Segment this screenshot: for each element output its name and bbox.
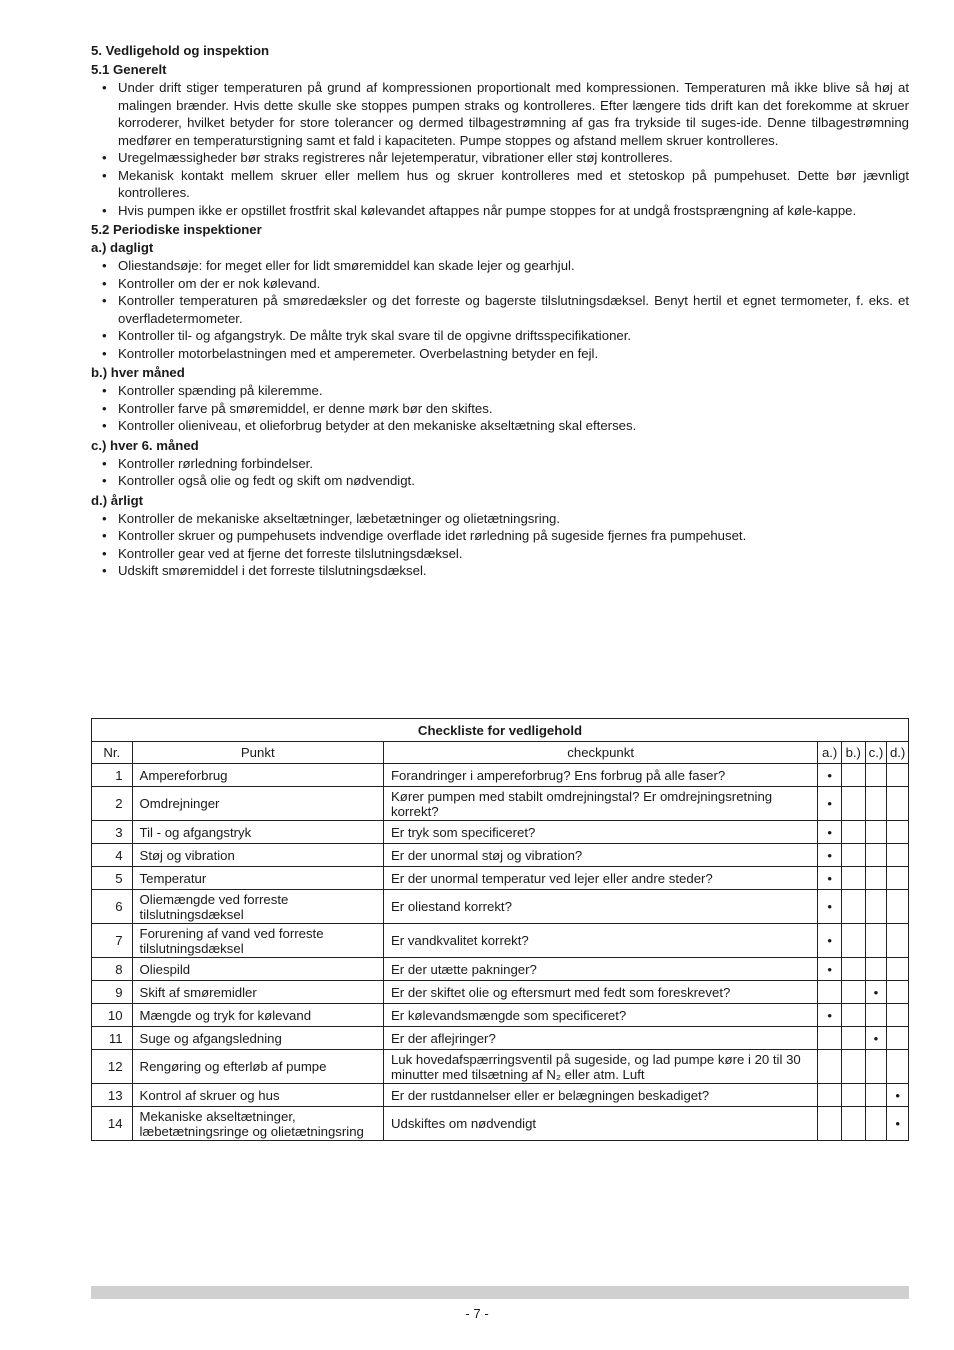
mark-d [887, 890, 909, 924]
row-checkpunkt: Er tryk som specificeret? [383, 821, 817, 844]
mark-d: • [887, 1084, 909, 1107]
column-header-c: c.) [865, 742, 887, 764]
row-punkt: Ampereforbrug [132, 764, 383, 787]
row-number: 5 [92, 867, 133, 890]
mark-d [887, 821, 909, 844]
footer-bar [91, 1286, 909, 1299]
mark-b [841, 1084, 865, 1107]
row-checkpunkt: Udskiftes om nødvendigt [383, 1107, 817, 1141]
mark-c [865, 1084, 887, 1107]
table-row [92, 981, 909, 1004]
row-punkt: Mekaniske akseltætninger, læbetætningsringe og olietætningsring [132, 1107, 383, 1141]
column-header-nr: Nr. [92, 742, 133, 764]
mark-d [887, 1027, 909, 1050]
list-item: • Kontroller olieniveau, et olieforbrug betyder at den mekaniske akseltætning skal efterses. [91, 417, 909, 435]
mark-a: • [818, 821, 842, 844]
maaned-list [91, 382, 909, 435]
table-row [92, 787, 909, 821]
mark-a [818, 1027, 842, 1050]
row-punkt: Oliemængde ved forreste tilslutningsdæksel [132, 890, 383, 924]
table-row [92, 1107, 909, 1141]
mark-d [887, 867, 909, 890]
row-number: 6 [92, 890, 133, 924]
mark-d [887, 787, 909, 821]
list-item: • Kontroller motorbelastningen med et amperemeter. Overbelastning betyder en fejl. [91, 345, 909, 363]
row-number: 4 [92, 844, 133, 867]
table-row [92, 844, 909, 867]
row-number: 7 [92, 924, 133, 958]
row-punkt: Mængde og tryk for kølevand [132, 1004, 383, 1027]
mark-b [841, 867, 865, 890]
row-punkt: Forurening af vand ved forreste tilslutningsdæksel [132, 924, 383, 958]
row-checkpunkt: Er der aflejringer? [383, 1027, 817, 1050]
row-number: 14 [92, 1107, 133, 1141]
checklist-table [91, 718, 909, 1141]
row-number: 11 [92, 1027, 133, 1050]
row-number: 3 [92, 821, 133, 844]
mark-b [841, 1050, 865, 1084]
mark-d [887, 844, 909, 867]
row-punkt: Til - og afgangstryk [132, 821, 383, 844]
table-row [92, 1084, 909, 1107]
subsection-title-periodiske: 5.2 Periodiske inspektioner [91, 222, 262, 237]
row-punkt: Oliespild [132, 958, 383, 981]
table-row [92, 924, 909, 958]
list-item: • Kontroller til- og afgangstryk. De målte tryk skal svare til de opgivne driftsspecifikationer. [91, 327, 909, 345]
section-title: 5. Vedligehold og inspektion [91, 43, 270, 58]
list-item: • Udskift smøremiddel i det forreste tilslutningsdæksel. [91, 562, 909, 580]
list-item: • Kontroller også olie og fedt og skift om nødvendigt. [91, 472, 909, 490]
list-item: • Kontroller skruer og pumpehusets indvendige overflade idet rørledning på sugeside fjernes fra pumpehuset. [91, 527, 909, 545]
mark-a: • [818, 867, 842, 890]
mark-c [865, 1050, 887, 1084]
row-punkt: Skift af smøremidler [132, 981, 383, 1004]
interval-title-dagligt: a.) dagligt [91, 240, 154, 255]
mark-a: • [818, 890, 842, 924]
mark-b [841, 958, 865, 981]
row-punkt: Omdrejninger [132, 787, 383, 821]
subsection-title-generelt: 5.1 Generelt [91, 62, 167, 77]
mark-c [865, 867, 887, 890]
mark-a: • [818, 924, 842, 958]
mark-b [841, 844, 865, 867]
mark-c [865, 890, 887, 924]
row-checkpunkt: Er oliestand korrekt? [383, 890, 817, 924]
mark-c: • [865, 1027, 887, 1050]
row-number: 12 [92, 1050, 133, 1084]
row-number: 8 [92, 958, 133, 981]
row-checkpunkt: Er der rustdannelser eller er belægningen beskadiget? [383, 1084, 817, 1107]
row-punkt: Støj og vibration [132, 844, 383, 867]
mark-b [841, 924, 865, 958]
mark-b [841, 1027, 865, 1050]
mark-a [818, 1050, 842, 1084]
row-checkpunkt: Er der skiftet olie og eftersmurt med fedt som foreskrevet? [383, 981, 817, 1004]
mark-a [818, 1107, 842, 1141]
column-header-a: a.) [818, 742, 842, 764]
mark-c [865, 1107, 887, 1141]
row-punkt: Suge og afgangsledning [132, 1027, 383, 1050]
mark-d [887, 981, 909, 1004]
row-punkt: Kontrol af skruer og hus [132, 1084, 383, 1107]
mark-c [865, 764, 887, 787]
mark-b [841, 787, 865, 821]
mark-c [865, 844, 887, 867]
mark-a: • [818, 844, 842, 867]
mark-b [841, 821, 865, 844]
mark-b [841, 1107, 865, 1141]
table-row [92, 958, 909, 981]
list-item: • Kontroller om der er nok kølevand. [91, 275, 909, 293]
row-number: 13 [92, 1084, 133, 1107]
row-number: 10 [92, 1004, 133, 1027]
mark-c [865, 821, 887, 844]
interval-title-maaned: b.) hver måned [91, 365, 185, 380]
row-number: 9 [92, 981, 133, 1004]
mark-d [887, 764, 909, 787]
mark-a [818, 1084, 842, 1107]
generelt-list [91, 79, 909, 219]
list-item: • Kontroller farve på smøremiddel, er denne mørk bør den skiftes. [91, 400, 909, 418]
mark-a: • [818, 958, 842, 981]
list-item: • Mekanisk kontakt mellem skruer eller mellem hus og skruer kontrolleres med et stetoskop på pumpehuset. Dette bør jævnligt kontrolleres. [91, 167, 909, 202]
interval-title-aarligt: d.) årligt [91, 492, 144, 508]
row-checkpunkt: Er der utætte pakninger? [383, 958, 817, 981]
list-item: • Kontroller temperaturen på smøredæksler og det forreste og bagerste tilslutningsdæksel. Benyt hertil et egnet termometer, f. eks. et overfladetermometer. [91, 292, 909, 327]
mark-d [887, 924, 909, 958]
list-item: • Oliestandsøje: for meget eller for lidt smøremiddel kan skade lejer og gearhjul. [91, 257, 909, 275]
mark-b [841, 1004, 865, 1027]
row-punkt: Temperatur [132, 867, 383, 890]
row-checkpunkt: Er der unormal temperatur ved lejer eller andre steder? [383, 867, 817, 890]
list-item: • Kontroller rørledning forbindelser. [91, 455, 909, 473]
mark-c [865, 958, 887, 981]
document-body [91, 42, 909, 582]
aarligt-list [91, 510, 909, 580]
column-header-punkt: Punkt [132, 742, 383, 764]
checklist-title: Checkliste for vedligehold [92, 719, 909, 742]
mark-d [887, 1050, 909, 1084]
mark-a [818, 981, 842, 1004]
mark-a: • [818, 1004, 842, 1027]
row-punkt: Rengøring og efterløb af pumpe [132, 1050, 383, 1084]
list-item: • Kontroller spænding på kileremme. [91, 382, 909, 400]
column-header-d: d.) [887, 742, 909, 764]
mark-a: • [818, 787, 842, 821]
table-row [92, 821, 909, 844]
row-number: 1 [92, 764, 133, 787]
interval-title-halvaar: c.) hver 6. måned [91, 437, 199, 453]
mark-d: • [887, 1107, 909, 1141]
row-checkpunkt: Er der unormal støj og vibration? [383, 844, 817, 867]
table-row [92, 867, 909, 890]
row-checkpunkt: Luk hovedafspærringsventil på sugeside, og lad pumpe køre i 20 til 30 minutter med tilsætning af N₂ eller atm. Luft [383, 1050, 817, 1084]
dagligt-list [91, 257, 909, 362]
mark-a: • [818, 764, 842, 787]
list-item: • Hvis pumpen ikke er opstillet frostfrit skal kølevandet aftappes når pumpe stoppes for at undgå frostsprængning af køle-kappe. [91, 202, 909, 220]
mark-b [841, 764, 865, 787]
mark-d [887, 958, 909, 981]
mark-d [887, 1004, 909, 1027]
list-item: • Kontroller gear ved at fjerne det forreste tilslutningsdæksel. [91, 545, 909, 563]
page-number: - 7 - [465, 1306, 489, 1321]
table-row [92, 890, 909, 924]
mark-b [841, 890, 865, 924]
row-number: 2 [92, 787, 133, 821]
list-item: • Kontroller de mekaniske akseltætninger, læbetætninger og olietætningsring. [91, 510, 909, 528]
table-row [92, 1050, 909, 1084]
table-row [92, 1004, 909, 1027]
row-checkpunkt: Er kølevandsmængde som specificeret? [383, 1004, 817, 1027]
mark-c [865, 924, 887, 958]
mark-b [841, 981, 865, 1004]
column-header-checkpunkt: checkpunkt [383, 742, 817, 764]
row-checkpunkt: Kører pumpen med stabilt omdrejningstal? Er omdrejningsretning korrekt? [383, 787, 817, 821]
mark-c [865, 1004, 887, 1027]
list-item: • Uregelmæssigheder bør straks registreres når lejetemperatur, vibrationer eller støj kontrolleres. [91, 149, 909, 167]
column-header-b: b.) [841, 742, 865, 764]
mark-c [865, 787, 887, 821]
row-checkpunkt: Er vandkvalitet korrekt? [383, 924, 817, 958]
table-row [92, 764, 909, 787]
mark-c: • [865, 981, 887, 1004]
halvaar-list [91, 455, 909, 490]
row-checkpunkt: Forandringer i ampereforbrug? Ens forbrug på alle faser? [383, 764, 817, 787]
table-row [92, 1027, 909, 1050]
list-item: • Under drift stiger temperaturen på grund af kompressionen proportionalt med kompressionen. Temperaturen må ikke blive så høj at malingen brænder. Hvis dette skulle ske stoppes pumpen straks og kontrolleres. Efter længere tids drift kan det forekomme at skruer korroderer, hvilket betyder for store tolerancer og dermed tilbagestrømning af gas fra trykside til suges-ide. Denne tilbagestrømning medfører en temperaturstigning samt et fald i kapaciteten. Pumpe stoppes og afstand mellem skruer kontrolleres. [91, 79, 909, 149]
